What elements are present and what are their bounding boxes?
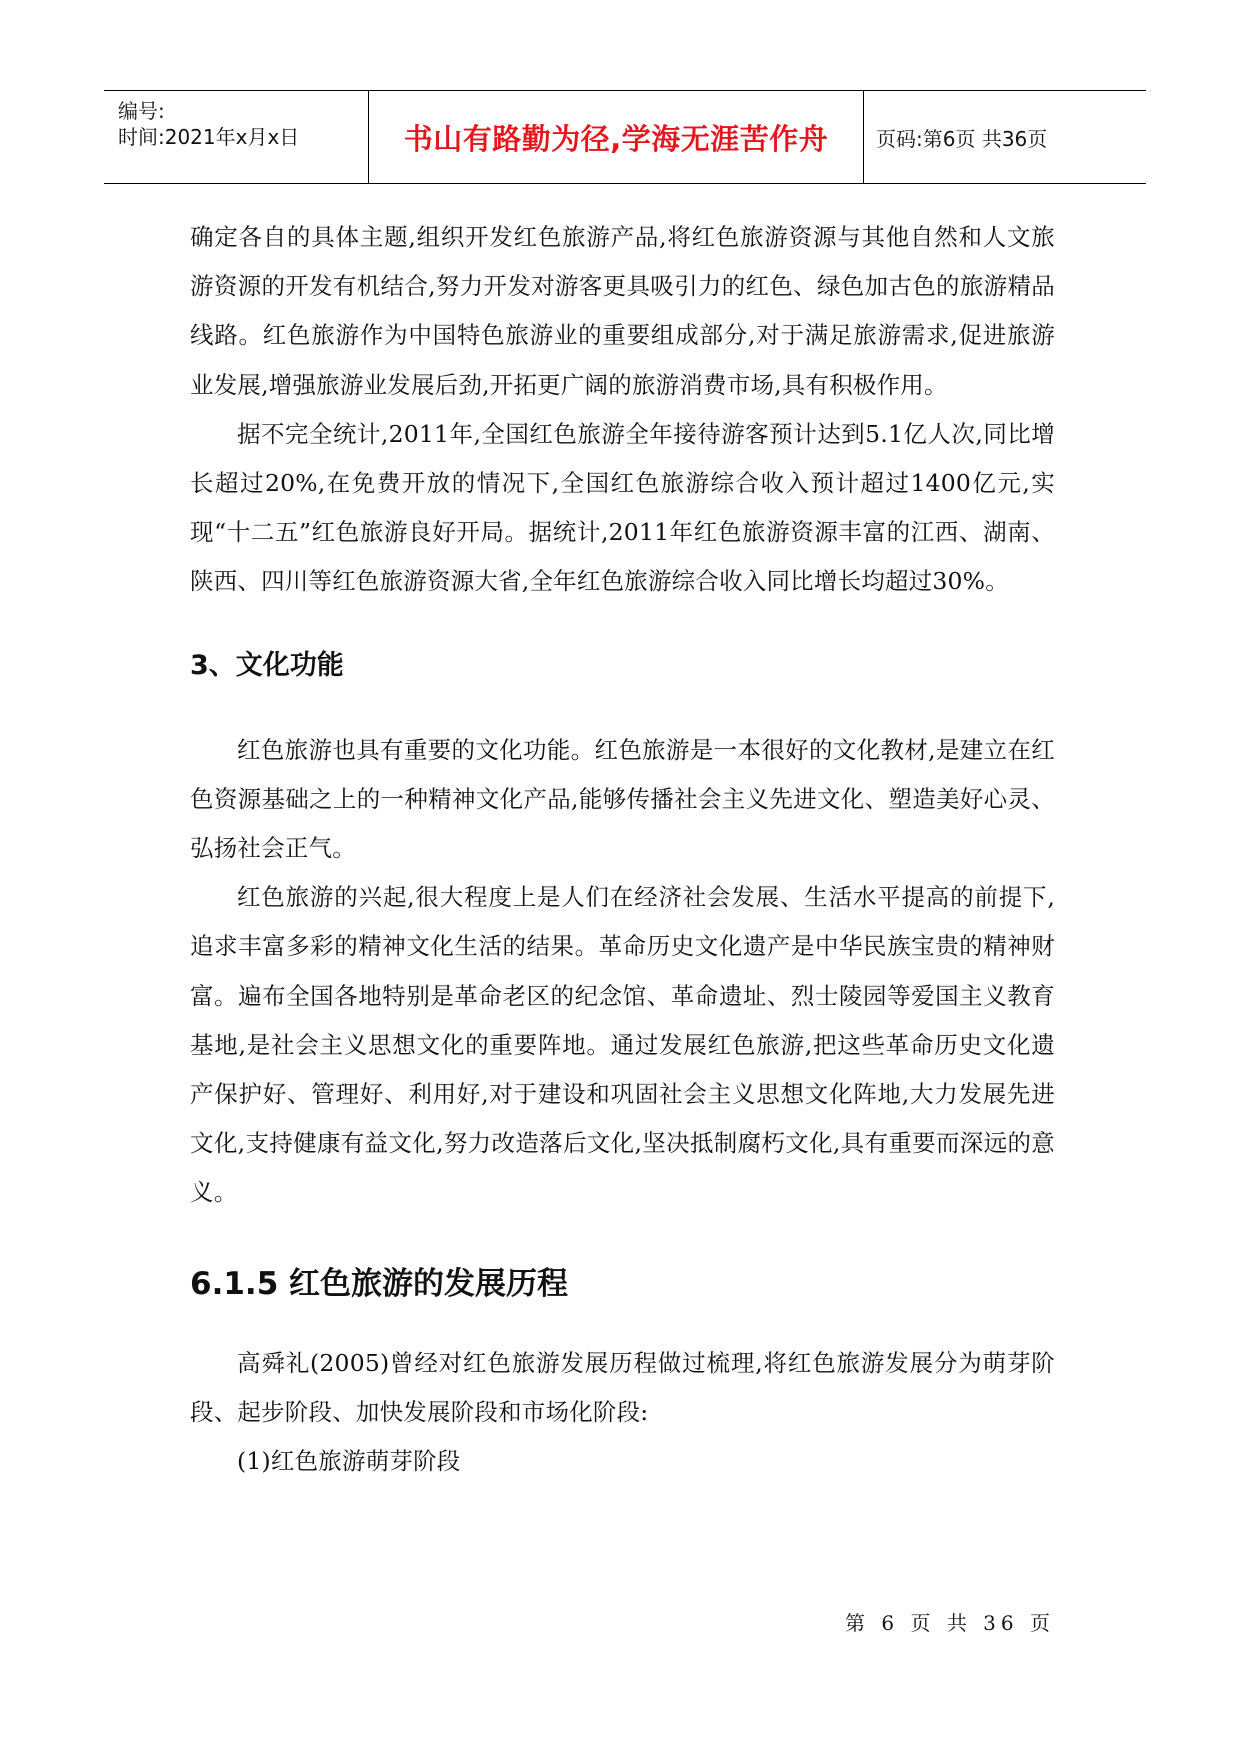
header-meta-cell [104, 91, 369, 183]
document-date: 时间:2021年x月x日 [118, 125, 300, 149]
section-heading-culture: 3、文化功能 [190, 649, 344, 681]
header-page-cell [864, 91, 1146, 183]
paragraph-statistics: 据不完全统计,2011年,全国红色旅游全年接待游客预计达到5.1亿人次,同比增长超过20%,在免费开放的情况下,全国红色旅游综合收入预计超过1400亿元,实现“十二五”红色旅游良好开局。据统计,2011年红色旅游资源丰富的江西、湖南、陕西、四川等红色旅游资源大省,全年红色旅游综合收入同比增长均超过30%。 [190, 419, 1055, 596]
header-motto: 书山有路勤为径,学海无涯苦作舟 [403, 122, 829, 156]
document-number-label: 编号: [118, 99, 165, 123]
paragraph-continued: 确定各自的具体主题,组织开发红色旅游产品,将红色旅游资源与其他自然和人文旅游资源的开发有机结合,努力开发对游客更具吸引力的红色、绿色加古色的旅游精品线路。红色旅游作为中国特色旅游业的重要组成部分,对于满足旅游需求,促进旅游业发展,增强旅游业发展后劲,开拓更广阔的旅游消费市场,具有积极作用。 [190, 223, 1055, 399]
paragraph-culture-rise: 红色旅游的兴起,很大程度上是人们在经济社会发展、生活水平提高的前提下,追求丰富多彩的精神文化生活的结果。革命历史文化遗产是中华民族宝贵的精神财富。遍布全国各地特别是革命老区的纪念馆、革命遗址、烈士陵园等爱国主义教育基地,是社会主义思想文化的重要阵地。通过发展红色旅游,把这些革命历史文化遗产保护好、管理好、利用好,对于建设和巩固社会主义思想文化阵地,大力发展先进文化,支持健康有益文化,努力改造落后文化,坚决抵制腐朽文化,具有重要而深远的意义。 [190, 883, 1055, 1207]
paragraph-culture-function: 红色旅游也具有重要的文化功能。红色旅游是一本很好的文化教材,是建立在红色资源基础之上的一种精神文化产品,能够传播社会主义先进文化、塑造美好心灵、弘扬社会正气。 [190, 735, 1055, 863]
list-item-stage-1: (1)红色旅游萌芽阶段 [237, 1447, 461, 1476]
page-header [104, 90, 1146, 184]
document-body [190, 213, 1055, 1486]
header-page-info: 页码:第6页 共36页 [876, 127, 1048, 151]
header-motto-cell [369, 91, 864, 183]
paragraph-history-intro: 高舜礼(2005)曾经对红色旅游发展历程做过梳理,将红色旅游发展分为萌芽阶段、起步阶段、加快发展阶段和市场化阶段: [190, 1348, 1055, 1426]
section-heading-history: 6.1.5 红色旅游的发展历程 [190, 1265, 569, 1302]
page-footer-number: 第 6 页 共 36 页 [845, 1611, 1055, 1635]
